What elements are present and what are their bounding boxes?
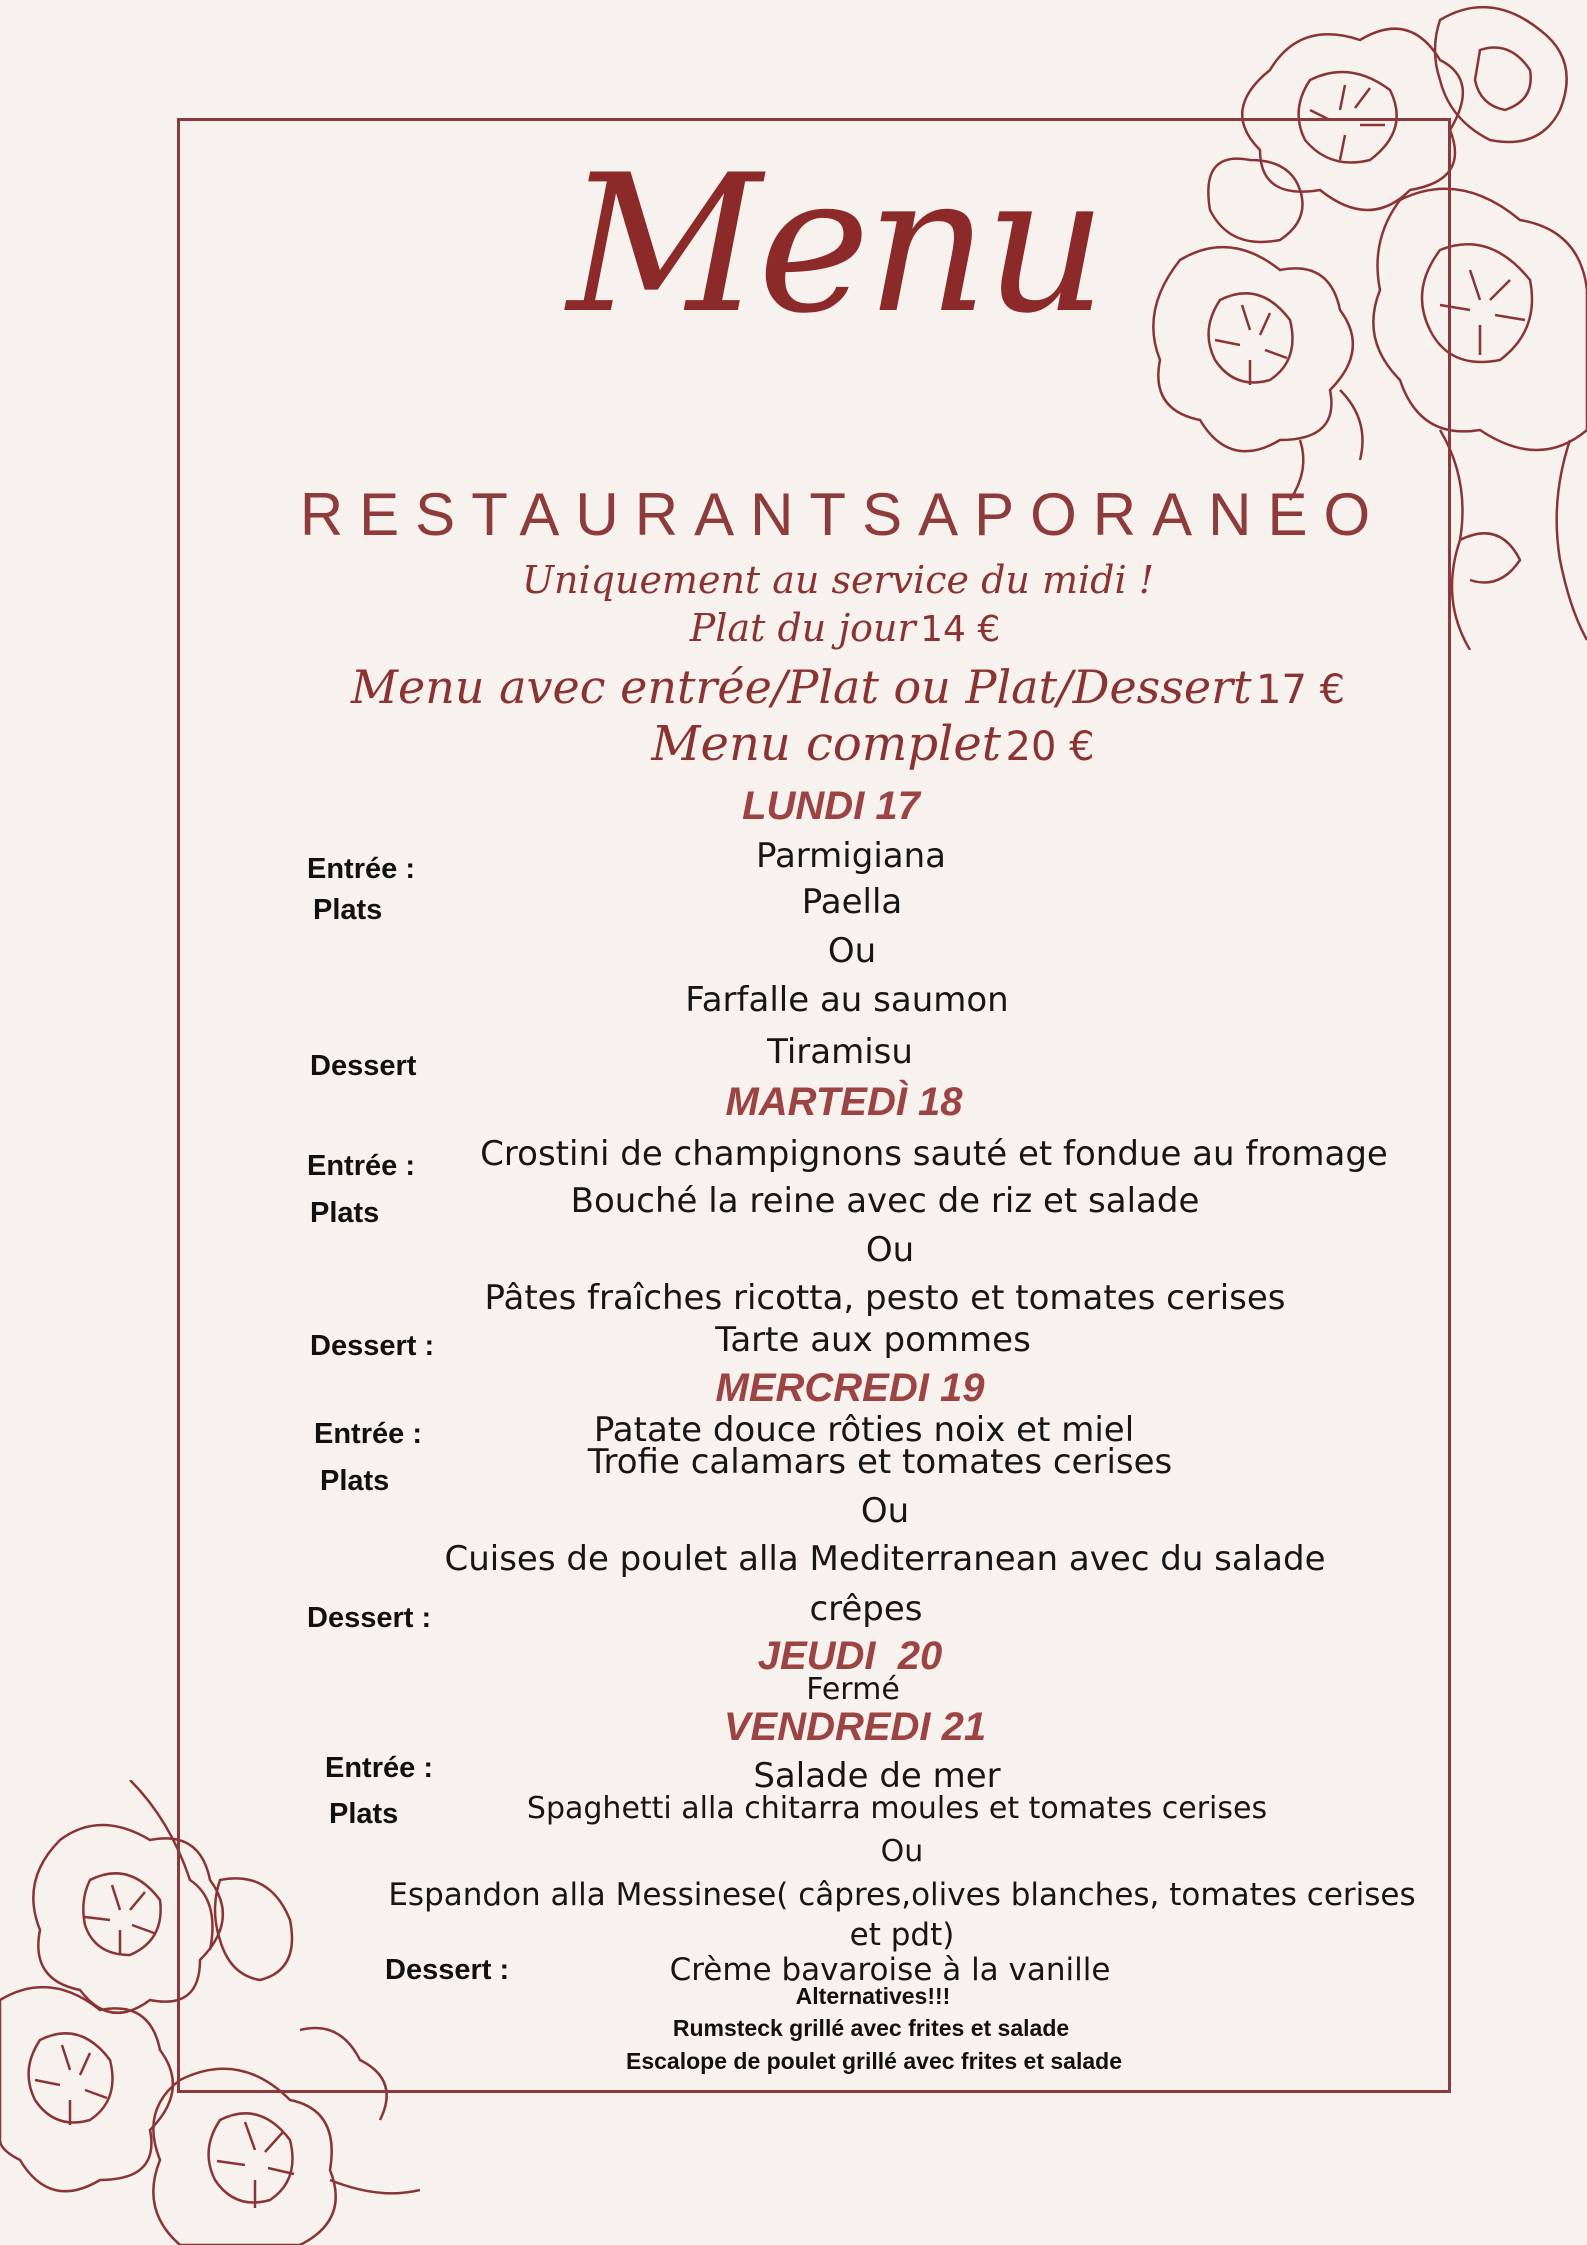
menu-complet-price: 20 € [1005, 724, 1095, 770]
vendredi-entree-label: Entrée : [325, 1752, 433, 1784]
day-heading-mardi: MARTEDÌ 18 [725, 1080, 963, 1124]
vendredi-dessert: Crème bavaroise à la vanille [669, 1952, 1111, 1988]
lundi-entree: Parmigiana [755, 836, 947, 876]
mardi-dessert: Tarte aux pommes [715, 1320, 1031, 1360]
vendredi-plat-2-line1: Espandon alla Messinese( câpres,olives blanches, tomates cerises [388, 1877, 1416, 1913]
vendredi-ou: Ou [880, 1834, 924, 1869]
alternatives-item-2: Escalope de poulet grillé avec frites et salade [626, 2048, 1122, 2074]
service-note: Uniquement au service du midi ! [521, 558, 1155, 602]
menu-entree-price: 17 € [1256, 667, 1346, 713]
mercredi-entree: Patate douce rôties noix et miel [593, 1410, 1135, 1450]
menu-complet-label: Menu complet [651, 716, 1002, 772]
mercredi-plats-label: Plats [320, 1465, 390, 1497]
mardi-dessert-label: Dessert : [310, 1330, 435, 1362]
mercredi-plat-1: Trofie calamars et tomates cerises [587, 1442, 1173, 1482]
mardi-ou: Ou [865, 1230, 915, 1270]
menu-complet-line [651, 716, 1094, 772]
mercredi-ou: Ou [860, 1491, 910, 1531]
mercredi-entree-label: Entrée : [314, 1418, 422, 1450]
jeudi-status: Fermé [806, 1672, 900, 1707]
mardi-entree-label: Entrée : [307, 1150, 415, 1182]
vendredi-plats-label: Plats [329, 1798, 399, 1830]
menu-entree-line [351, 660, 1345, 714]
day-heading-jeudi: JEUDI 20 [757, 1634, 943, 1678]
restaurant-name: RESTAURANTSAPORANEO [299, 481, 1387, 548]
lundi-dessert: Tiramisu [767, 1032, 913, 1072]
lundi-plats-label: Plats [313, 894, 383, 926]
lundi-ou: Ou [827, 931, 877, 971]
plat-du-jour-price: 14 € [920, 609, 1001, 650]
mercredi-plat-2: Cuises de poulet alla Mediterranean avec du salade [444, 1539, 1326, 1579]
mardi-plats-label: Plats [310, 1197, 380, 1229]
menu-entree-label: Menu avec entrée/Plat ou Plat/Dessert [350, 660, 1252, 714]
mardi-plat-2: Pâtes fraîches ricotta, pesto et tomates cerises [484, 1278, 1286, 1318]
day-heading-vendredi: VENDREDI 21 [723, 1705, 987, 1749]
lundi-dessert-label: Dessert [310, 1050, 417, 1082]
alternatives-item-1: Rumsteck grillé avec frites et salade [672, 2015, 1070, 2041]
lundi-plat-2: Farfalle au saumon [685, 980, 1009, 1020]
menu-title: Menu [567, 134, 1103, 355]
vendredi-plat-2-line2: et pdt) [849, 1917, 955, 1953]
vendredi-plat-1: Spaghetti alla chitarra moules et tomates cerises [526, 1791, 1268, 1826]
day-heading-lundi: LUNDI 17 [742, 784, 920, 828]
plat-du-jour-line [690, 606, 1001, 650]
day-heading-mercredi: MERCREDI 19 [715, 1366, 985, 1410]
vendredi-dessert-label: Dessert : [385, 1954, 510, 1986]
alternatives-title: Alternatives!!! [795, 1983, 951, 2009]
plat-du-jour-label: Plat du jour [689, 606, 916, 650]
mardi-entree: Crostini de champignons sauté et fondue au fromage [480, 1134, 1388, 1174]
mardi-plat-1: Bouché la reine avec de riz et salade [570, 1181, 1200, 1221]
lundi-entree-label: Entrée : [307, 853, 415, 885]
mercredi-dessert-label: Dessert : [307, 1602, 432, 1634]
mercredi-dessert: crêpes [809, 1589, 923, 1629]
lundi-plat-1: Paella [801, 882, 903, 922]
vendredi-entree: Salade de mer [753, 1756, 1001, 1796]
